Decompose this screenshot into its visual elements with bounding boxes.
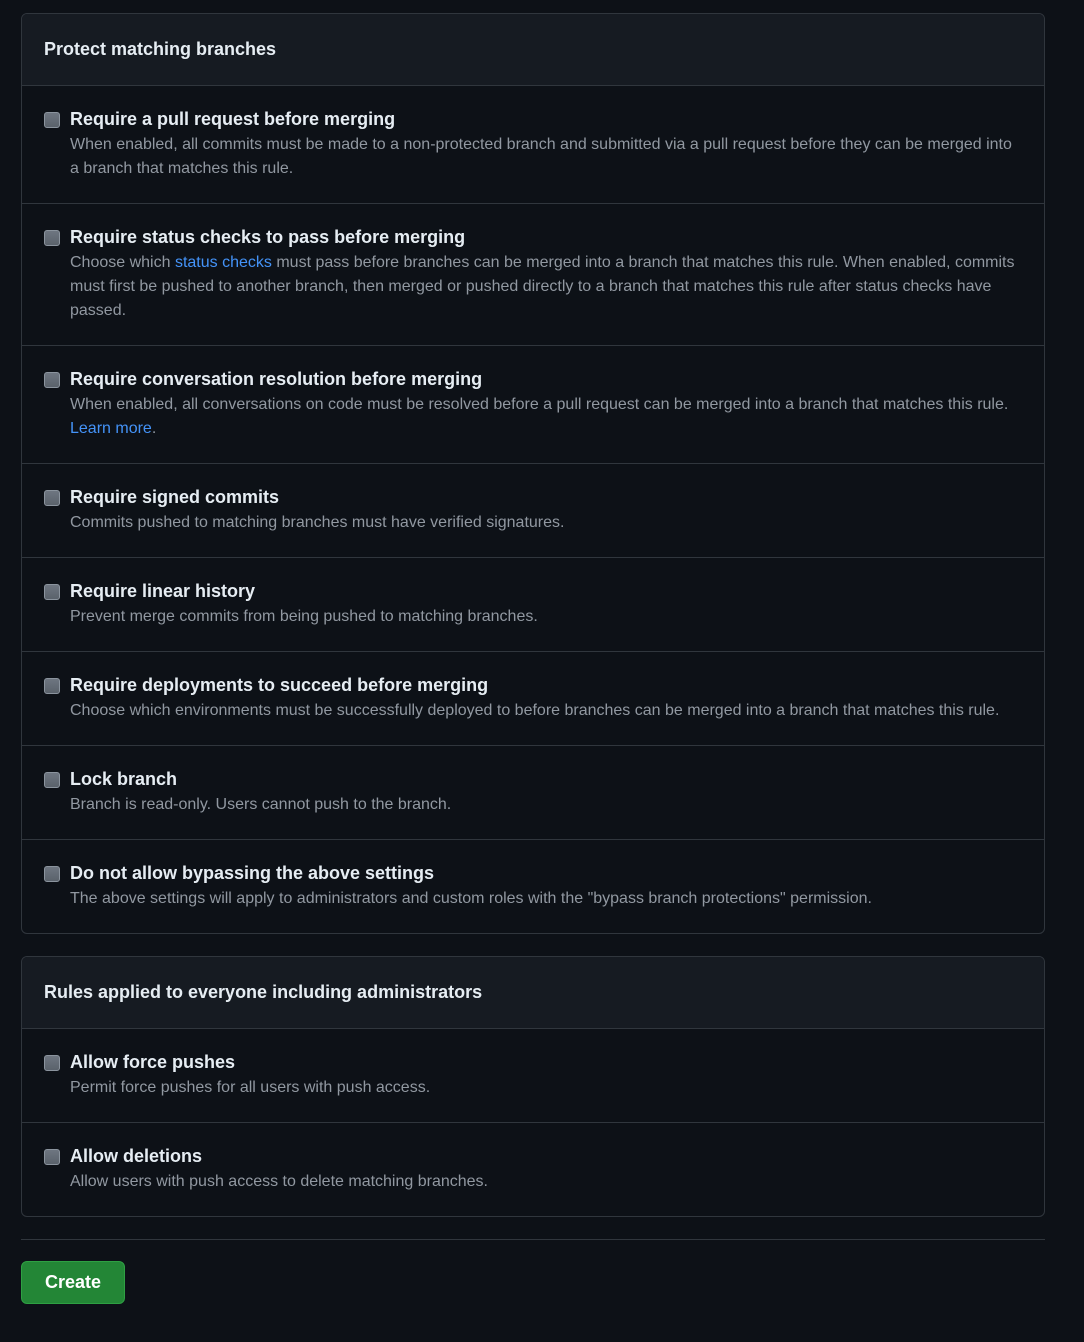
rule-allow-force-pushes — [22, 1029, 1044, 1122]
rule-description: Prevent merge commits from being pushed to matching branches. — [70, 608, 538, 625]
allow-deletions-checkbox[interactable] — [44, 1149, 60, 1165]
rule-title: Require conversation resolution before merging — [70, 369, 483, 389]
rule-no-bypass — [22, 839, 1044, 933]
rule-description-text: must pass before branches can be merged into a branch that matches this rule. When enabled, commits must first be pushed to another branch, then merged or pushed directly to a branch that matches this rule after status checks have passed. — [70, 254, 1015, 319]
rule-allow-deletions — [22, 1122, 1044, 1216]
allow-force-pushes-checkbox[interactable] — [44, 1055, 60, 1071]
rule-title: Require signed commits — [70, 487, 280, 507]
require-conversation-resolution-checkbox[interactable] — [44, 372, 60, 388]
rule-require-linear-history — [22, 557, 1044, 651]
rule-description-text: When enabled, all conversations on code must be resolved before a pull request can be merged into a branch that matches this rule. — [70, 396, 1009, 413]
rule-description: Branch is read-only. Users cannot push to the branch. — [70, 796, 452, 813]
rule-description: Allow users with push access to delete matching branches. — [70, 1173, 488, 1190]
rule-title: Require status checks to pass before merging — [70, 227, 466, 247]
panel-title-everyone: Rules applied to everyone including administrators — [22, 957, 1044, 1029]
require-deployments-checkbox[interactable] — [44, 678, 60, 694]
rule-description — [70, 251, 1020, 323]
rule-require-status-checks — [22, 203, 1044, 345]
rule-description: Commits pushed to matching branches must have verified signatures. — [70, 514, 565, 531]
require-linear-history-checkbox[interactable] — [44, 584, 60, 600]
rule-description: The above settings will apply to administrators and custom roles with the "bypass branch protections" permission. — [70, 890, 872, 907]
require-pull-request-checkbox[interactable] — [44, 112, 60, 128]
lock-branch-checkbox[interactable] — [44, 772, 60, 788]
rule-require-deployments — [22, 651, 1044, 745]
rule-title: Allow force pushes — [70, 1052, 236, 1072]
learn-more-link[interactable]: Learn more — [70, 420, 152, 437]
rule-lock-branch — [22, 745, 1044, 839]
rule-title: Require deployments to succeed before merging — [70, 675, 489, 695]
rule-description: Permit force pushes for all users with push access. — [70, 1079, 431, 1096]
rule-title: Require a pull request before merging — [70, 109, 396, 129]
rule-title: Require linear history — [70, 581, 256, 601]
protect-branches-panel — [21, 13, 1045, 934]
no-bypass-checkbox[interactable] — [44, 866, 60, 882]
rule-description-text: Choose which — [70, 254, 175, 271]
create-button[interactable]: Create — [21, 1261, 125, 1304]
status-checks-link[interactable]: status checks — [174, 254, 272, 271]
require-signed-commits-checkbox[interactable] — [44, 490, 60, 506]
rule-title: Allow deletions — [70, 1146, 203, 1166]
panel-title-protect: Protect matching branches — [22, 14, 1044, 86]
rule-require-conversation-resolution — [22, 345, 1044, 463]
form-divider — [21, 1239, 1045, 1240]
everyone-rules-panel — [21, 956, 1045, 1217]
branch-protection-form — [21, 13, 1045, 1304]
rule-title: Lock branch — [70, 769, 178, 789]
rule-title: Do not allow bypassing the above settings — [70, 863, 435, 883]
require-status-checks-checkbox[interactable] — [44, 230, 60, 246]
rule-require-signed-commits — [22, 463, 1044, 557]
rule-description: When enabled, all commits must be made to a non-protected branch and submitted via a pull request before they can be merged into a branch that matches this rule. — [70, 136, 1012, 177]
rule-description — [70, 393, 1020, 441]
rule-require-pull-request — [22, 86, 1044, 203]
rule-description-text: . — [151, 420, 157, 437]
rule-description: Choose which environments must be successfully deployed to before branches can be merged into a branch that matches this rule. — [70, 702, 1000, 719]
